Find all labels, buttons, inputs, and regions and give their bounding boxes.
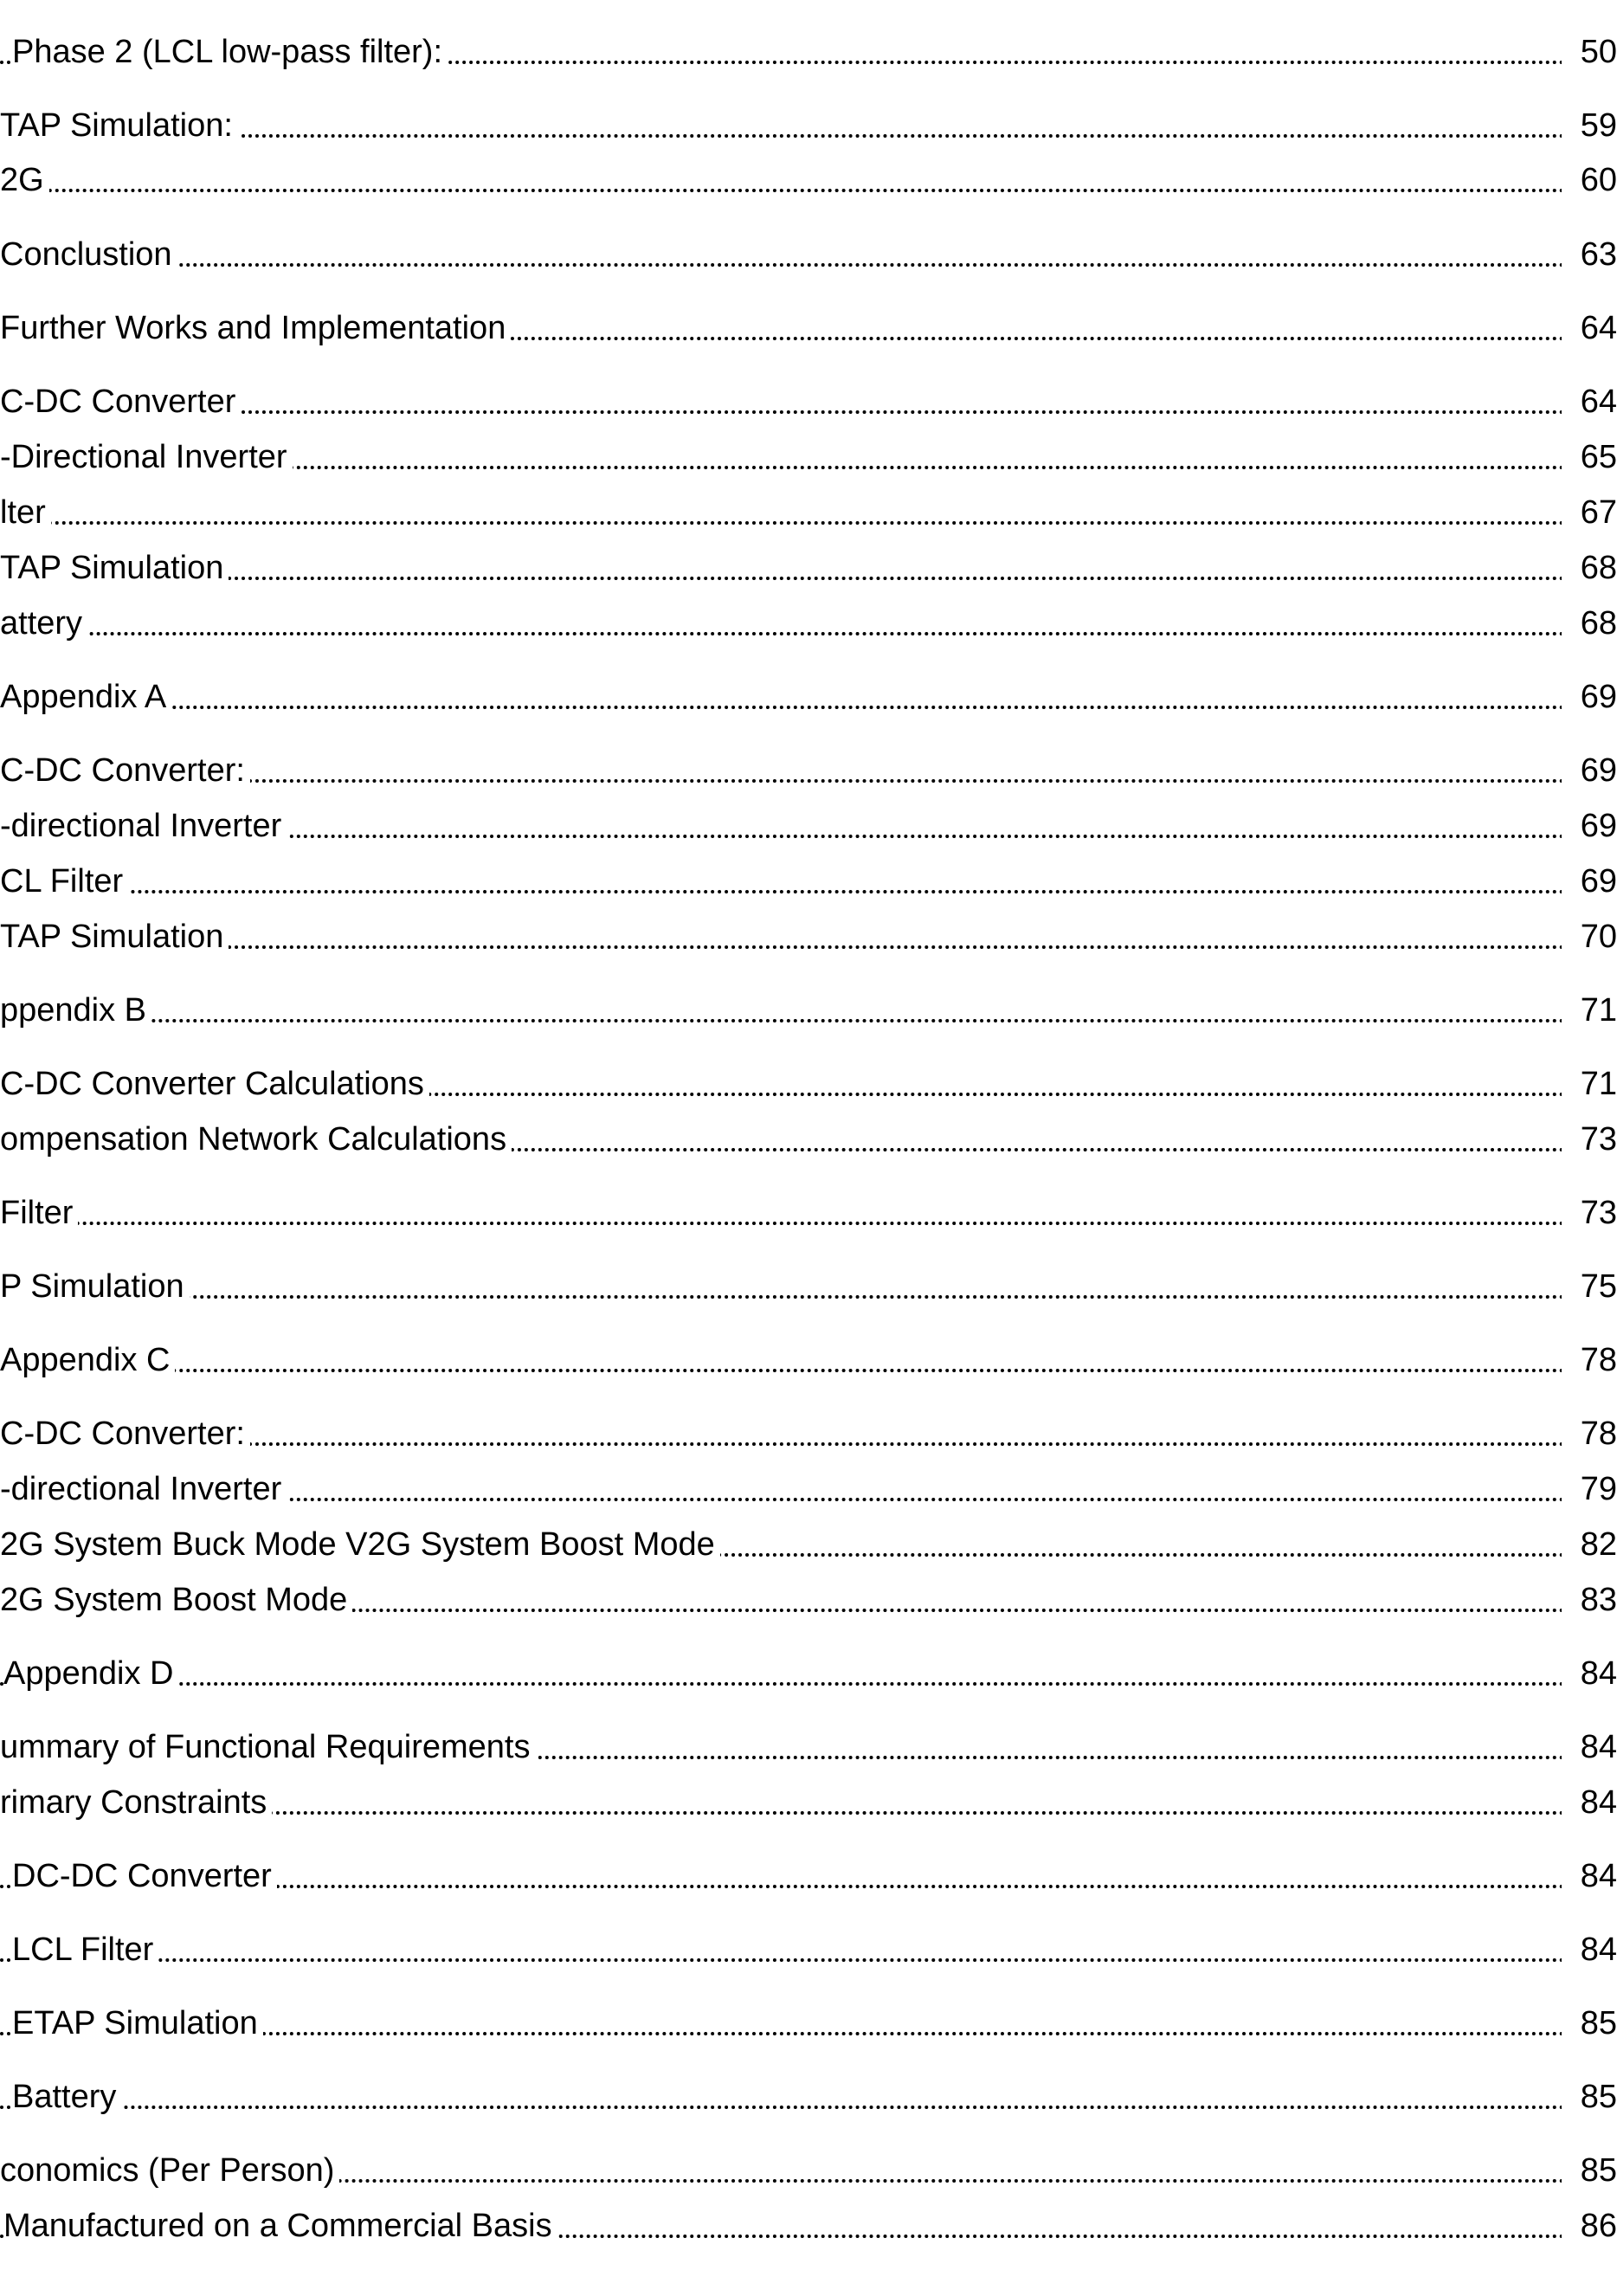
toc-entry-title: C-DC Converter:	[0, 1411, 250, 1456]
dot-leader	[0, 2106, 1565, 2109]
toc-entry-page-number: 83	[1562, 1577, 1617, 1622]
toc-entry[interactable]	[0, 545, 1617, 590]
dot-leader	[0, 189, 1565, 192]
toc-entry[interactable]	[0, 1411, 1617, 1456]
toc-entry-title: -directional Inverter	[0, 803, 287, 848]
toc-entry-page-number: 68	[1562, 545, 1617, 590]
toc-entry-title: C-DC Converter	[0, 379, 241, 424]
toc-entry[interactable]	[0, 306, 1617, 351]
toc-entry[interactable]	[0, 232, 1617, 277]
dot-leader	[0, 1295, 1565, 1299]
toc-entry[interactable]	[0, 1780, 1617, 1825]
toc-entry-title: 2G System Boost Mode	[0, 1577, 352, 1622]
toc-entry-page-number: 82	[1562, 1522, 1617, 1567]
dot-leader	[0, 263, 1565, 267]
toc-entry[interactable]	[0, 914, 1617, 959]
toc-entry[interactable]	[0, 379, 1617, 424]
toc-entry-page-number: 60	[1562, 158, 1617, 203]
toc-entry-page-number: 78	[1562, 1411, 1617, 1456]
toc-entry[interactable]	[0, 1522, 1617, 1567]
toc-entry[interactable]	[0, 1061, 1617, 1106]
toc-entry[interactable]	[0, 2074, 1617, 2119]
toc-entry-page-number: 63	[1562, 232, 1617, 277]
toc-entry-title: LCL Filter	[12, 1927, 158, 1972]
toc-entry-page-number: 69	[1562, 859, 1617, 904]
toc-entry[interactable]	[0, 1264, 1617, 1309]
toc-entry-title: TAP Simulation	[0, 545, 229, 590]
toc-entry-title: P Simulation	[0, 1264, 190, 1309]
toc-entry-title: Appendix A	[0, 674, 171, 719]
dot-leader	[0, 706, 1565, 709]
toc-entry-page-number: 69	[1562, 748, 1617, 793]
toc-entry[interactable]	[0, 103, 1617, 148]
toc-entry[interactable]	[0, 748, 1617, 793]
dot-leader	[0, 1369, 1565, 1372]
toc-entry-title: Further Works and Implementation	[0, 306, 511, 351]
toc-entry[interactable]	[0, 158, 1617, 203]
toc-entry-page-number: 86	[1562, 2203, 1617, 2248]
dot-leader	[0, 1958, 1565, 1962]
dot-leader	[0, 890, 1565, 893]
toc-entry-page-number: 85	[1562, 2074, 1617, 2119]
toc-entry-title: Conclustion	[0, 232, 177, 277]
toc-entry-page-number: 64	[1562, 306, 1617, 351]
toc-entry-page-number: 50	[1562, 29, 1617, 74]
toc-entry-page-number: 79	[1562, 1467, 1617, 1512]
toc-entry-title: rimary Constraints	[0, 1780, 272, 1825]
toc-entry[interactable]	[0, 2203, 1617, 2248]
toc-entry-title: -Directional Inverter	[0, 435, 293, 480]
dot-leader	[0, 1682, 1565, 1686]
toc-entry-title: Phase 2 (LCL low-pass filter):	[12, 29, 448, 74]
toc-entry-page-number: 68	[1562, 601, 1617, 646]
toc-entry-title: TAP Simulation	[0, 914, 229, 959]
toc-entry-title: C-DC Converter:	[0, 748, 250, 793]
toc-entry-title: DC-DC Converter	[12, 1854, 277, 1899]
toc-entry-title: 2G	[0, 158, 49, 203]
toc-entry[interactable]	[0, 1117, 1617, 1162]
toc-entry-title: ummary of Functional Requirements	[0, 1725, 535, 1770]
toc-entry-page-number: 73	[1562, 1190, 1617, 1235]
toc-entry-title: Filter	[0, 1190, 78, 1235]
toc-entry[interactable]	[0, 2148, 1617, 2193]
toc-entry-title: ETAP Simulation	[12, 2001, 263, 2046]
toc-entry-page-number: 85	[1562, 2148, 1617, 2193]
toc-entry-title: ppendix B	[0, 988, 151, 1033]
toc-entry[interactable]	[0, 435, 1617, 480]
toc-entry[interactable]	[0, 29, 1617, 74]
toc-entry-page-number: 84	[1562, 1651, 1617, 1696]
toc-entry-page-number: 73	[1562, 1117, 1617, 1162]
toc-entry-title: 2G System Buck Mode V2G System Boost Mode	[0, 1522, 720, 1567]
dot-leader	[0, 1222, 1565, 1225]
toc-entry-title: C-DC Converter Calculations	[0, 1061, 429, 1106]
toc-entry[interactable]	[0, 803, 1617, 848]
toc-entry[interactable]	[0, 1338, 1617, 1383]
toc-entry[interactable]	[0, 601, 1617, 646]
toc-entry-page-number: 69	[1562, 674, 1617, 719]
toc-entry[interactable]	[0, 1854, 1617, 1899]
toc-entry-page-number: 85	[1562, 2001, 1617, 2046]
dot-leader	[0, 521, 1565, 525]
toc-entry[interactable]	[0, 859, 1617, 904]
toc-entry-page-number: 78	[1562, 1338, 1617, 1383]
toc-entry-page-number: 71	[1562, 988, 1617, 1033]
dot-leader	[0, 577, 1565, 580]
toc-entry-title: -directional Inverter	[0, 1467, 287, 1512]
toc-entry-title: conomics (Per Person)	[0, 2148, 339, 2193]
toc-entry-title: Appendix D	[3, 1651, 178, 1696]
toc-entry[interactable]	[0, 1467, 1617, 1512]
toc-entry-page-number: 84	[1562, 1725, 1617, 1770]
toc-entry[interactable]	[0, 1577, 1617, 1622]
toc-entry-title: Battery	[12, 2074, 121, 2119]
toc-entry-page-number: 64	[1562, 379, 1617, 424]
toc-entry[interactable]	[0, 1927, 1617, 1972]
toc-entry-page-number: 75	[1562, 1264, 1617, 1309]
toc-entry-page-number: 84	[1562, 1854, 1617, 1899]
toc-entry-page-number: 67	[1562, 490, 1617, 535]
toc-entry-page-number: 70	[1562, 914, 1617, 959]
dot-leader	[0, 1019, 1565, 1022]
toc-entry-title: Manufactured on a Commercial Basis	[3, 2203, 557, 2248]
toc-entry-page-number: 59	[1562, 103, 1617, 148]
toc-entry[interactable]	[0, 1651, 1617, 1696]
toc-entry-title: Appendix C	[0, 1338, 175, 1383]
toc-entry-page-number: 84	[1562, 1780, 1617, 1825]
toc-entry-title: ompensation Network Calculations	[0, 1117, 512, 1162]
toc-entry[interactable]	[0, 1190, 1617, 1235]
toc-entry-page-number: 69	[1562, 803, 1617, 848]
toc-entry-page-number: 65	[1562, 435, 1617, 480]
toc-entry-page-number: 71	[1562, 1061, 1617, 1106]
toc-entry-title: attery	[0, 601, 87, 646]
dot-leader	[0, 632, 1565, 635]
toc-entry[interactable]	[0, 490, 1617, 535]
toc-entry[interactable]	[0, 988, 1617, 1033]
toc-entry[interactable]	[0, 2001, 1617, 2046]
toc-entry-page-number: 84	[1562, 1927, 1617, 1972]
toc-entry-title: CL Filter	[0, 859, 128, 904]
toc-entry[interactable]	[0, 674, 1617, 719]
toc-entry[interactable]	[0, 1725, 1617, 1770]
dot-leader	[0, 945, 1565, 949]
toc-entry-title: TAP Simulation:	[0, 103, 238, 148]
toc-entry-title: lter	[0, 490, 51, 535]
